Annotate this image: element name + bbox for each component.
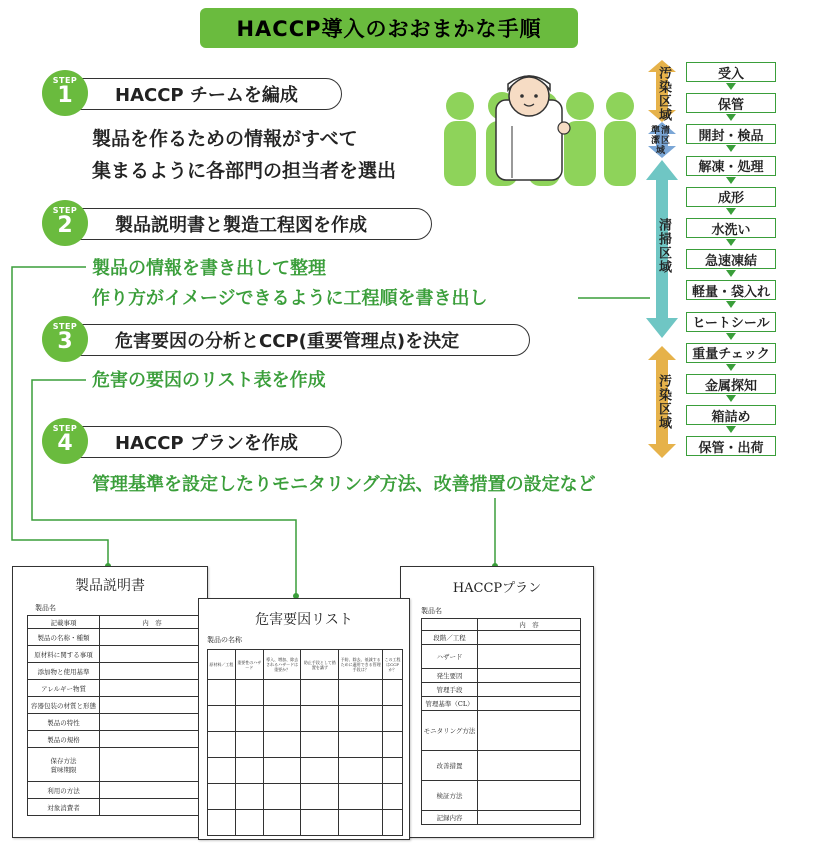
table-cell <box>383 706 403 732</box>
row-label: 発生要因 <box>422 669 478 683</box>
flow-arrow-icon <box>726 333 736 340</box>
product-doc-header-1: 記載事項 <box>28 616 100 629</box>
row-label: ハザード <box>422 645 478 669</box>
row-value <box>478 669 581 683</box>
row-value <box>100 680 205 697</box>
column-header: 導入、増加、除去されるハザードは重要か？ <box>263 650 301 680</box>
flow-step: 重量チェック <box>686 343 776 363</box>
table-row <box>208 810 403 836</box>
row-label: 管理手段 <box>422 683 478 697</box>
table-cell <box>208 680 236 706</box>
product-doc-name-label: 製品名 <box>35 604 56 612</box>
table-row <box>422 669 581 683</box>
table-cell <box>208 706 236 732</box>
flow-arrow-icon <box>726 114 736 121</box>
product-doc-table <box>27 615 205 816</box>
flow-step: 保管・出荷 <box>686 436 776 456</box>
row-value <box>478 631 581 645</box>
step-1-number: 1 <box>57 83 73 108</box>
step-1-label: STEP <box>52 76 78 85</box>
table-cell <box>301 706 339 732</box>
plan-doc-table <box>421 618 581 825</box>
hazard-list-doc <box>198 598 410 840</box>
flow-step: ヒートシール <box>686 312 776 332</box>
step-2-desc-1: 製品の情報を書き出して整理 <box>92 258 326 279</box>
row-value <box>100 663 205 680</box>
row-value <box>478 645 581 669</box>
table-cell <box>339 784 383 810</box>
flow-arrow-icon <box>726 177 736 184</box>
step-4-number: 4 <box>57 431 73 456</box>
table-cell <box>301 784 339 810</box>
row-value <box>100 782 205 799</box>
step-1-desc-1: 製品を作るための情報がすべて <box>92 128 358 150</box>
row-value <box>478 711 581 751</box>
zone-clean-label: 清掃区域 <box>656 218 671 274</box>
table-row <box>422 631 581 645</box>
row-value <box>100 646 205 663</box>
table-cell <box>235 706 263 732</box>
column-header: 防止手段として措置を講ず <box>301 650 339 680</box>
row-value <box>100 731 205 748</box>
row-value <box>100 629 205 646</box>
flow-arrow-icon <box>726 395 736 402</box>
column-header: この工程はCCPか？ <box>383 650 403 680</box>
table-cell <box>263 706 301 732</box>
step-4-heading-text: HACCP プランを作成 <box>115 433 298 454</box>
table-cell <box>339 680 383 706</box>
table-cell <box>235 732 263 758</box>
zone-dirty-label-bottom: 汚染区域 <box>656 374 671 430</box>
flow-arrow-icon <box>726 301 736 308</box>
table-cell <box>263 680 301 706</box>
step-2-desc-2: 作り方がイメージできるように工程順を書き出し <box>92 288 488 309</box>
column-header: 重要性のハザード <box>235 650 263 680</box>
table-cell <box>235 810 263 836</box>
table-cell <box>339 810 383 836</box>
step-3-label: STEP <box>52 322 78 331</box>
row-value <box>100 748 205 782</box>
row-value <box>478 811 581 825</box>
hazard-doc-title: 危害要因リスト <box>255 612 353 628</box>
flow-arrow-icon <box>726 208 736 215</box>
table-cell <box>263 810 301 836</box>
table-cell <box>208 732 236 758</box>
row-label: 利用の方法 <box>28 782 100 799</box>
flow-arrow-icon <box>726 239 736 246</box>
table-row <box>208 784 403 810</box>
table-row <box>422 811 581 825</box>
row-label: 記録内容 <box>422 811 478 825</box>
table-row <box>422 697 581 711</box>
flow-step: 急速凍結 <box>686 249 776 269</box>
step-2-number: 2 <box>57 213 73 238</box>
table-cell <box>383 784 403 810</box>
row-label: 容器包装の材質と形態 <box>28 697 100 714</box>
table-row <box>208 680 403 706</box>
table-row <box>422 781 581 811</box>
step-4-desc-1: 管理基準を設定したりモニタリング方法、改善措置の設定など <box>92 474 596 495</box>
table-row <box>208 706 403 732</box>
table-cell <box>263 784 301 810</box>
plan-doc-header: 内 容 <box>478 619 581 631</box>
table-cell <box>383 680 403 706</box>
product-doc-header-2: 内 容 <box>100 616 205 629</box>
row-value <box>478 697 581 711</box>
flow-step: 受入 <box>686 62 776 82</box>
plan-doc-name-label: 製品名 <box>421 607 442 615</box>
row-value <box>478 781 581 811</box>
table-cell <box>301 680 339 706</box>
table-cell <box>263 758 301 784</box>
row-label: 改善措置 <box>422 751 478 781</box>
table-row <box>28 646 205 663</box>
row-label: 対象消費者 <box>28 799 100 816</box>
row-value <box>478 751 581 781</box>
table-row <box>28 799 205 816</box>
table-row <box>422 751 581 781</box>
haccp-plan-doc <box>400 566 594 838</box>
flow-arrow-icon <box>726 270 736 277</box>
row-label: 検証方法 <box>422 781 478 811</box>
table-row <box>28 748 205 782</box>
row-label: 保存方法 賞味期限 <box>28 748 100 782</box>
step-3-desc-1: 危害の要因のリスト表を作成 <box>92 370 326 391</box>
row-label: 原材料に関する事項 <box>28 646 100 663</box>
row-value <box>100 697 205 714</box>
row-label: 添加物と使用基準 <box>28 663 100 680</box>
table-cell <box>235 784 263 810</box>
table-cell <box>235 758 263 784</box>
zone-semi-label: 準清潔区域 <box>650 126 671 156</box>
column-header: 原材料／工程 <box>208 650 236 680</box>
product-description-doc <box>12 566 208 838</box>
flow-step: 軽量・袋入れ <box>686 280 776 300</box>
hazard-doc-name-label: 製品の名称 <box>207 636 242 644</box>
flow-arrow-icon <box>726 83 736 90</box>
table-cell <box>339 758 383 784</box>
table-row <box>28 697 205 714</box>
table-row <box>28 629 205 646</box>
zone-dirty-label-top: 汚染区域 <box>656 66 671 122</box>
flow-arrow-icon <box>726 364 736 371</box>
step-3-heading-text: 危害要因の分析とCCP(重要管理点)を決定 <box>115 331 460 352</box>
table-row <box>28 782 205 799</box>
row-label: アレルギー物質 <box>28 680 100 697</box>
table-row <box>28 714 205 731</box>
row-label: 段階／工程 <box>422 631 478 645</box>
table-cell <box>383 758 403 784</box>
row-label: モニタリング方法 <box>422 711 478 751</box>
flow-step: 箱詰め <box>686 405 776 425</box>
row-value <box>478 683 581 697</box>
table-cell <box>208 784 236 810</box>
table-cell <box>208 758 236 784</box>
flow-step: 水洗い <box>686 218 776 238</box>
row-value <box>100 799 205 816</box>
row-value <box>100 714 205 731</box>
column-header: 予防、除去、低減するために適用できる管理手段は？ <box>339 650 383 680</box>
table-row <box>422 711 581 751</box>
product-doc-title: 製品説明書 <box>75 578 145 594</box>
row-label: 管理基準（CL） <box>422 697 478 711</box>
table-row <box>422 683 581 697</box>
hazard-doc-table <box>207 649 403 836</box>
table-cell <box>301 810 339 836</box>
table-cell <box>235 680 263 706</box>
table-cell <box>383 810 403 836</box>
flow-step: 金属探知 <box>686 374 776 394</box>
table-cell <box>339 732 383 758</box>
step-2-heading-text: 製品説明書と製造工程図を作成 <box>115 215 367 236</box>
table-cell <box>263 732 301 758</box>
step-2-label: STEP <box>52 206 78 215</box>
table-row <box>28 663 205 680</box>
table-cell <box>339 706 383 732</box>
table-cell <box>301 758 339 784</box>
table-cell <box>301 732 339 758</box>
step-1-desc-2: 集まるように各部門の担当者を選出 <box>92 160 397 182</box>
row-label: 製品の規格 <box>28 731 100 748</box>
flow-step: 成形 <box>686 187 776 207</box>
table-row <box>208 758 403 784</box>
table-cell <box>383 732 403 758</box>
plan-doc-title: HACCPプラン <box>452 581 542 596</box>
row-label: 製品の特性 <box>28 714 100 731</box>
step-4-label: STEP <box>52 424 78 433</box>
flow-step: 保管 <box>686 93 776 113</box>
step-3-number: 3 <box>57 329 73 354</box>
page-title: HACCP導入のおおまかな手順 <box>200 8 578 48</box>
table-row <box>28 680 205 697</box>
table-row <box>28 731 205 748</box>
table-row <box>208 732 403 758</box>
flow-step: 開封・検品 <box>686 124 776 144</box>
step-1-heading-text: HACCP チームを編成 <box>115 85 298 106</box>
row-label: 製品の名称・種類 <box>28 629 100 646</box>
flow-arrow-icon <box>726 426 736 433</box>
table-row <box>422 645 581 669</box>
table-cell <box>208 810 236 836</box>
flow-step: 解凍・処理 <box>686 156 776 176</box>
flow-arrow-icon <box>726 145 736 152</box>
